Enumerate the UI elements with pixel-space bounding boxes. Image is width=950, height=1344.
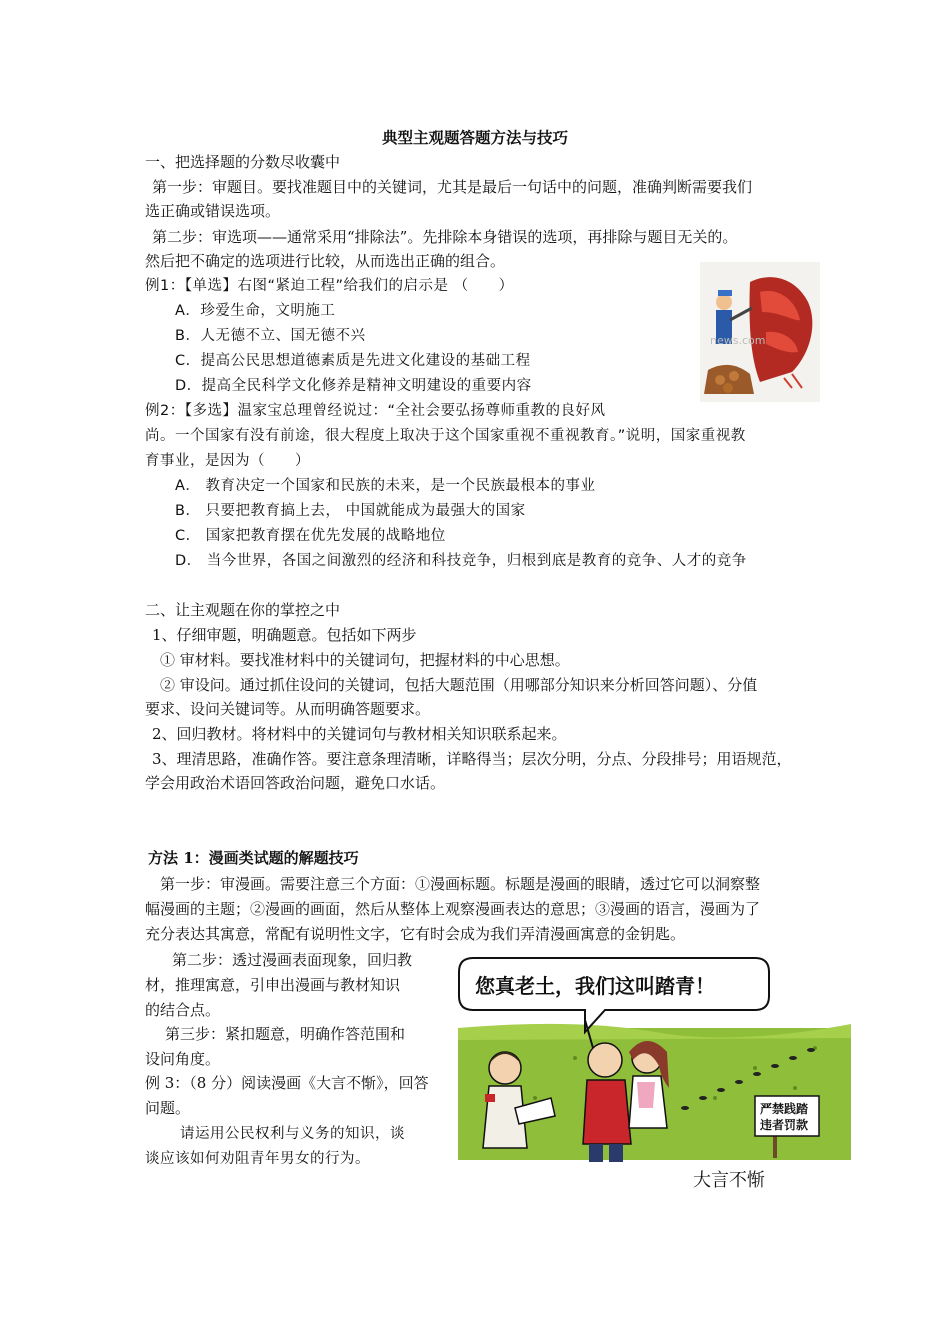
sign-line2: 违者罚款 xyxy=(760,1118,809,1132)
section2-point1-2-line2: 要求、设问关键词等。从而明确答题要求。 xyxy=(145,700,431,718)
example2-option-c: C． 国家把教育摆在优先发展的战略地位 xyxy=(175,528,446,544)
urgent-project-image xyxy=(700,262,820,402)
example1-option-a: A．珍爱生命，文明施工 xyxy=(175,303,336,319)
watermark: news.com xyxy=(710,334,766,347)
example1-option-b: B．人无德不立、国无德不兴 xyxy=(175,328,366,344)
section2-point1-1: ① 审材料。要找准材料中的关键词句，把握材料的中心思想。 xyxy=(160,651,570,669)
example2-option-a: A． 教育决定一个国家和民族的未来，是一个民族最根本的事业 xyxy=(175,478,596,494)
section2-point1-2-line1: ② 审设问。通过抓住设问的关键词，包括大题范围（用哪部分知识来分析回答问题）、分值 xyxy=(160,676,758,694)
example2-question-line1: 例2：【多选】温家宝总理曾经说过：“全社会要弘扬尊师重教的良好风 xyxy=(145,403,606,419)
cartoon-bubble-text: 您真老土，我们这叫踏青！ xyxy=(475,974,715,998)
method1-step3-line2: 设问角度。 xyxy=(145,1050,221,1068)
cartoon-illustration xyxy=(455,948,853,1198)
step2-line1: 第二步：审选项——通常采用“排除法”。先排除本身错误的选项，再排除与题目无关的。 xyxy=(152,228,738,246)
example1-option-c: C．提高公民思想道德素质是先进文化建设的基础工程 xyxy=(175,353,531,369)
step2-line2: 然后把不确定的选项进行比较，从而选出正确的组合。 xyxy=(145,252,506,270)
example3-question-line2: 谈应该如何劝阻青年男女的行为。 xyxy=(145,1151,370,1167)
example2-option-d: D． 当今世界，各国之间激烈的经济和科技竞争，归根到底是教育的竞争、人才的竞争 xyxy=(175,553,747,569)
method1-step2-line2: 材，推理寓意，引申出漫画与教材知识 xyxy=(145,976,401,994)
section2-point3-line1: 3、理清思路，准确作答。要注意条理清晰，详略得当；层次分明，分点、分段排号；用语规范， xyxy=(152,750,792,768)
example3-question-line1: 请运用公民权利与义务的知识，谈 xyxy=(180,1126,405,1142)
example2-option-b: B． 只要把教育搞上去， 中国就能成为最强大的国家 xyxy=(175,503,526,519)
example3-line2: 问题。 xyxy=(145,1099,191,1117)
section2-heading: 二、让主观题在你的掌控之中 xyxy=(145,601,341,619)
step1-line2: 选正确或错误选项。 xyxy=(145,202,281,220)
method1-line1: 第一步：审漫画。需要注意三个方面：①漫画标题。标题是漫画的眼睛，透过它可以洞察整 xyxy=(160,875,761,893)
sign-line1: 严禁践踏 xyxy=(760,1102,809,1116)
method1-step3-line1: 第三步：紧扣题意，明确作答范围和 xyxy=(165,1025,406,1043)
page-title: 典型主观题答题方法与技巧 xyxy=(381,128,568,147)
example2-question-line3: 育事业，是因为（ ） xyxy=(145,453,310,469)
cartoon-image xyxy=(455,948,853,1198)
method1-step2-line1: 第二步：透过漫画表面现象，回归教 xyxy=(172,951,413,969)
example1-question: 例1：【单选】右图“紧迫工程”给我们的启示是 （ ） xyxy=(145,278,514,294)
example3-line1: 例 3：（8 分）阅读漫画《大言不惭》，回答 xyxy=(145,1074,429,1092)
urgent-project-illustration xyxy=(700,262,820,402)
section2-point2: 2、回归教材。将材料中的关键词句与教材相关知识联系起来。 xyxy=(152,725,567,743)
method1-step2-line3: 的结合点。 xyxy=(145,1001,221,1019)
example1-option-d: D．提高全民科学文化修养是精神文明建设的重要内容 xyxy=(175,378,532,394)
section2-point3-line2: 学会用政治术语回答政治问题，避免口水话。 xyxy=(145,774,446,792)
method1-line2: 幅漫画的主题；②漫画的画面，然后从整体上观察漫画表达的意思；③漫画的语言，漫画为了 xyxy=(145,900,761,918)
cartoon-caption: 大言不惭 xyxy=(693,1170,765,1191)
method1-heading: 方法 1：漫画类试题的解题技巧 xyxy=(148,849,359,867)
method1-line3: 充分表达其寓意，常配有说明性文字，它有时会成为我们弄清漫画寓意的金钥匙。 xyxy=(145,925,686,943)
step1-line1: 第一步：审题目。要找准题目中的关键词，尤其是最后一句话中的问题，准确判断需要我们 xyxy=(152,178,753,196)
section2-point1: 1、仔细审题，明确题意。包括如下两步 xyxy=(152,626,417,644)
example2-question-line2: 尚。一个国家有没有前途，很大程度上取决于这个国家重视不重视教育。”说明，国家重视教 xyxy=(145,428,746,444)
section1-heading: 一、把选择题的分数尽收囊中 xyxy=(145,153,341,171)
